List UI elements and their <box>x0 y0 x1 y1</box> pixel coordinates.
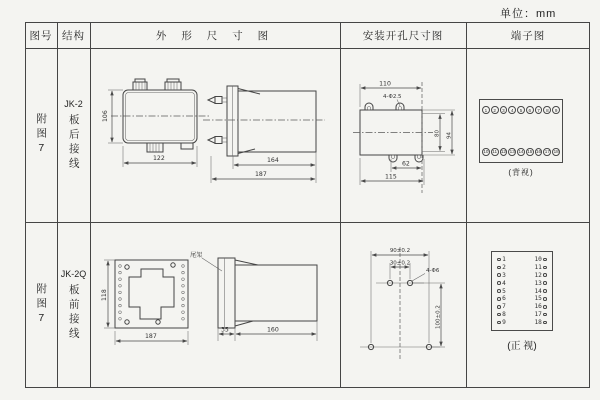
terminal-dot-icon <box>497 266 501 270</box>
dim-inner-height: 80 <box>434 130 441 137</box>
terminal-circle: 13 <box>509 149 515 155</box>
terminal-dot-icon <box>543 321 547 325</box>
terminal-number: 5 <box>502 287 506 295</box>
terminal-number: 14 <box>534 287 542 295</box>
terminal-col-left <box>497 256 506 326</box>
terminal-number: 17 <box>534 311 542 319</box>
terminal-number: 11 <box>534 263 542 271</box>
dim-top-width: 110 <box>379 80 391 88</box>
terminal-row <box>497 280 506 287</box>
row1-terminal-diagram <box>479 99 563 163</box>
terminal-row <box>534 264 547 271</box>
mounting-dimensions <box>371 248 445 347</box>
model-text: JK-2 <box>64 98 83 109</box>
terminal-circle: 2 <box>491 106 499 114</box>
row2-figure-no <box>25 222 57 388</box>
terminal-number: 8 <box>502 311 506 319</box>
terminal-row <box>497 303 506 310</box>
dim-bottom-width: 115 <box>385 173 397 181</box>
figure-no-text: 附图7 <box>35 282 48 328</box>
row2-mounting-drawing <box>350 235 465 385</box>
terminal-number: 16 <box>534 303 542 311</box>
right-terminal-dots <box>182 265 185 320</box>
terminal-dot-icon <box>497 313 501 317</box>
terminal-row <box>534 272 547 279</box>
row2-outline-drawing <box>95 235 335 385</box>
row-divider <box>25 222 590 223</box>
terminal-number: 7 <box>502 303 506 311</box>
header-structure: 结构 <box>62 29 85 42</box>
terminal-number: 3 <box>502 271 506 279</box>
terminal-row <box>497 272 506 279</box>
terminal-circle: 15 <box>527 149 533 155</box>
structure-text: 板前接线 <box>67 283 80 342</box>
terminal-row <box>497 264 506 271</box>
tail-frame-label: 尾架 <box>190 252 203 259</box>
terminal-number: 1 <box>502 256 506 263</box>
terminal-dot-icon <box>497 258 501 262</box>
terminal-circle: 5 <box>517 106 525 114</box>
structure-text: 板后接线 <box>67 113 80 172</box>
unit-label: 单位：mm <box>500 8 557 20</box>
dim-vertical-spacing: 100±0.2 <box>435 305 442 329</box>
terminal-dot-icon <box>497 281 501 285</box>
terminal-circle: 7 <box>535 106 543 114</box>
terminal-row-top <box>482 106 560 114</box>
dim-outer-spacing: 90±0.2 <box>389 248 411 254</box>
relay-side-view <box>203 86 325 183</box>
terminal-dot-icon <box>543 273 547 277</box>
terminal-number: 2 <box>502 263 506 271</box>
hole-count-label: 4-Φ6 <box>426 268 440 274</box>
terminal-row <box>497 311 506 318</box>
terminal-number: 6 <box>502 295 506 303</box>
row2-structure <box>57 222 90 388</box>
terminal-row <box>497 319 506 326</box>
dim-bottom-inner: 62 <box>402 160 410 168</box>
row2-terminal-caption: (正 视) <box>507 341 537 352</box>
relay-front-view <box>101 260 188 345</box>
terminal-row <box>534 288 547 295</box>
terminal-dot-icon <box>543 258 547 262</box>
header-figure-no: 图号 <box>29 29 53 42</box>
dim-panel-depth: 35 <box>221 326 229 334</box>
column-divider <box>90 22 91 388</box>
terminal-circle: 1 <box>482 106 490 114</box>
dim-front-width: 122 <box>153 155 165 162</box>
dim-outer-height: 94 <box>446 132 453 139</box>
terminal-row-bottom <box>482 148 560 156</box>
terminal-number: 13 <box>534 279 542 287</box>
terminal-number: 18 <box>534 319 542 326</box>
header-terminal: 端子图 <box>510 29 546 42</box>
terminal-dot-icon <box>543 313 547 317</box>
terminal-row <box>497 288 506 295</box>
terminal-number: 4 <box>502 279 506 287</box>
terminal-dot-icon <box>497 289 501 293</box>
left-terminal-dots <box>119 265 122 320</box>
terminal-circle: 14 <box>518 149 524 155</box>
dim-side-inner: 164 <box>267 157 279 164</box>
terminal-dot-icon <box>497 273 501 277</box>
terminal-dot-icon <box>543 297 547 301</box>
column-divider <box>340 22 341 388</box>
dim-body-depth: 160 <box>267 326 279 334</box>
dim-front-height: 118 <box>101 289 108 301</box>
terminal-row <box>534 280 547 287</box>
dim-side-overall: 187 <box>255 171 267 178</box>
row1-outline-drawing <box>95 60 335 210</box>
terminal-dot-icon <box>497 321 501 325</box>
terminal-dot-icon <box>543 305 547 309</box>
terminal-circle: 11 <box>492 149 498 155</box>
terminal-circle: 6 <box>526 106 534 114</box>
relay-front-view <box>102 79 209 167</box>
terminal-circle: 16 <box>536 149 542 155</box>
hole-count-label: 4-Φ2.5 <box>383 94 402 100</box>
header-outline: 外 形 尺 寸 图 <box>155 29 275 42</box>
terminal-dot-icon <box>543 281 547 285</box>
terminal-circle: 10 <box>483 149 489 155</box>
row1-structure <box>57 48 90 222</box>
terminal-col-right <box>534 256 547 326</box>
terminal-dot-icon <box>543 266 547 270</box>
terminal-circle: 18 <box>553 149 559 155</box>
relay-side-view <box>190 251 317 341</box>
row1-figure-no <box>25 48 57 222</box>
terminal-number: 15 <box>534 295 542 303</box>
dim-front-width: 187 <box>145 333 157 340</box>
figure-no-text: 附图7 <box>35 112 48 158</box>
terminal-dot-icon <box>543 289 547 293</box>
terminal-row <box>534 311 547 318</box>
terminal-circle: 17 <box>544 149 550 155</box>
terminal-row <box>534 319 547 326</box>
terminal-row <box>534 303 547 310</box>
terminal-number: 9 <box>502 319 506 326</box>
terminal-circle: 8 <box>543 106 551 114</box>
model-text: JK-2Q <box>60 268 87 279</box>
terminal-circle: 9 <box>552 106 560 114</box>
terminal-row <box>534 295 547 302</box>
terminal-row <box>497 295 506 302</box>
column-divider <box>466 22 467 388</box>
terminal-circle: 4 <box>508 106 516 114</box>
terminal-row <box>534 256 547 263</box>
terminal-number: 12 <box>534 271 542 279</box>
dim-inner-spacing: 30±0.2 <box>389 260 411 267</box>
terminal-dot-icon <box>497 305 501 309</box>
terminal-dot-icon <box>497 297 501 301</box>
terminal-circle: 12 <box>500 149 506 155</box>
header-mounting: 安装开孔尺寸图 <box>362 29 444 42</box>
row1-mounting-drawing <box>345 60 463 210</box>
row2-terminal-diagram <box>491 251 553 331</box>
terminal-row <box>497 256 506 263</box>
header-divider <box>25 48 590 49</box>
terminal-circle: 3 <box>500 106 508 114</box>
dim-front-height: 106 <box>102 110 109 122</box>
row1-terminal-caption: (背视) <box>508 168 534 177</box>
terminal-number: 10 <box>534 256 542 263</box>
